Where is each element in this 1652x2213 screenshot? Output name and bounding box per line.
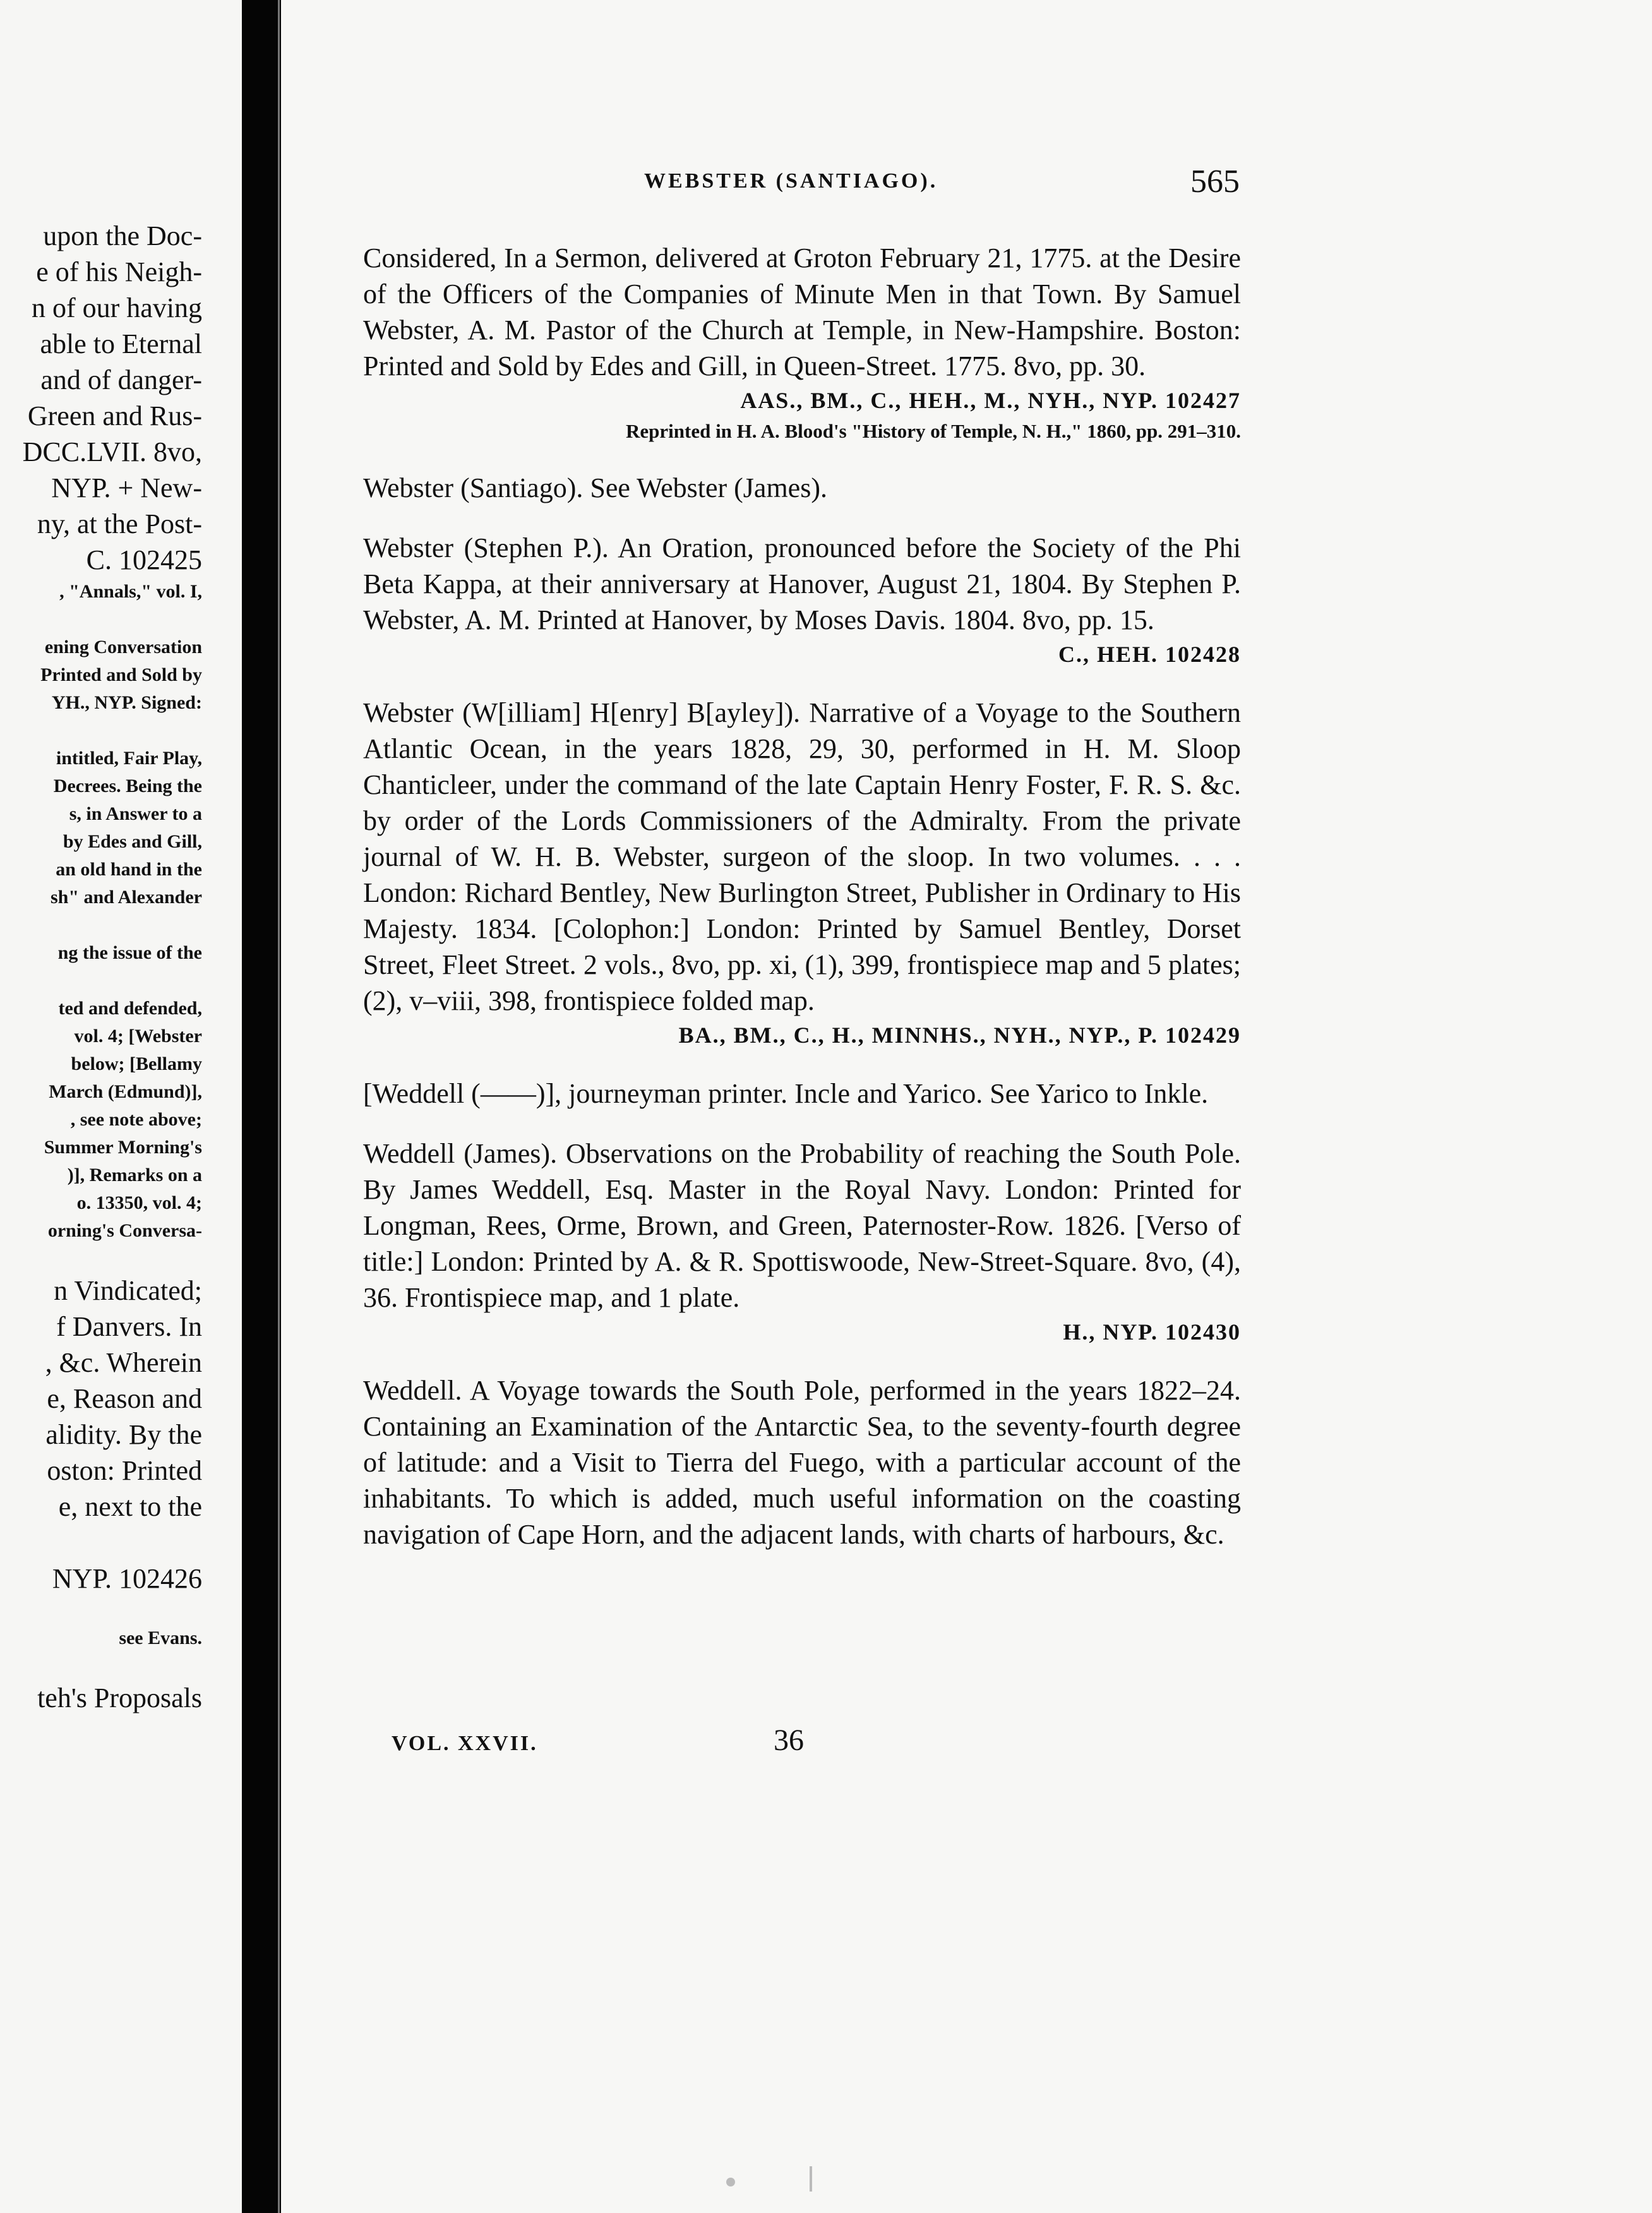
left-page-line — [0, 1652, 202, 1680]
left-page-line: upon the Doc- — [43, 220, 202, 251]
left-page-line: Printed and Sold by — [40, 664, 202, 685]
entry-webster-santiago — [363, 470, 1241, 506]
entry-citation: BA., BM., C., H., MINNHS., NYH., NYP., P. 102429 — [678, 1023, 1241, 1048]
scan-artifact — [726, 2178, 735, 2186]
entry-text: Webster (Santiago). See Webster (James). — [363, 472, 827, 503]
entry-weddell-voyage — [363, 1372, 1241, 1552]
entry-text: Webster (W[illiam] H[enry] B[ayley]). Narrative of a Voyage to the Southern Atlantic Ocean, in the years 1828, 29, 30, performed in H. M. Sloop Chanticleer, under the command of the late Captain Henry Foster, F. R. S. &c. by order of the Lords Commissioners of the Admiralty. From the private journal of W. H. B. Webster, surgeon of the sloop. In two volumes. . . . London: Richard Bentley, New Burlington Street, Publisher in Ordinary to His Majesty. 1834. [Colophon:] London: Printed by Samuel Bentley, Dorset Street, Fleet Street. 2 vols., 8vo, pp. xi, (1), 399, frontispiece map and 5 plates; (2), v–viii, 398, frontispiece folded map. — [363, 697, 1241, 1016]
left-page-line: e of his Neigh- — [36, 256, 202, 287]
page-edge — [278, 0, 280, 2213]
left-page-line: Summer Morning's — [44, 1137, 202, 1158]
left-page-line: Decrees. Being the — [53, 776, 202, 796]
left-page-line: sh" and Alexander — [50, 887, 202, 908]
left-page-line: ted and defended, — [58, 998, 202, 1019]
entry-note: Reprinted in H. A. Blood's "History of Temple, N. H.," 1860, pp. 291–310. — [626, 420, 1241, 442]
entry-102428 — [363, 530, 1241, 671]
left-page-line: ng the issue of the — [57, 942, 202, 963]
entry-102427 — [363, 240, 1241, 446]
entry-citation: H., NYP. 102430 — [1063, 1319, 1241, 1345]
entry-102430 — [363, 1136, 1241, 1348]
left-page-line: , "Annals," vol. I, — [59, 581, 202, 602]
left-page-line: see Evans. — [119, 1628, 202, 1648]
book-gutter — [242, 0, 281, 2213]
entry-citation: AAS., BM., C., HEH., M., NYH., NYP. 102427 — [740, 388, 1241, 413]
left-page-line: e, next to the — [58, 1491, 202, 1522]
left-page-line — [0, 967, 202, 995]
left-page-line: n of our having — [31, 292, 202, 323]
left-page-line: ny, at the Post- — [37, 508, 202, 539]
left-page-text — [0, 218, 202, 1716]
left-page-line — [0, 1525, 202, 1561]
left-page-line: f Danvers. In — [56, 1311, 202, 1342]
entry-citation: C., HEH. 102428 — [1058, 642, 1241, 667]
left-page-line: able to Eternal — [40, 328, 202, 359]
footer-volume: VOL. XXVII. — [392, 1732, 538, 1755]
entry-weddell-printer — [363, 1076, 1241, 1112]
entry-text: [Weddell (——)], journeyman printer. Incle and Yarico. See Yarico to Inkle. — [363, 1078, 1209, 1109]
left-page-fragment — [0, 0, 242, 2213]
running-head: WEBSTER (SANTIAGO). — [644, 169, 938, 193]
entry-text: Considered, In a Sermon, delivered at Groton February 21, 1775. at the Desire of the Officers of the Companies of Minute Men in that Town. By Samuel Webster, A. M. Pastor of the Church at Temple, in New-Hampshire. Boston: Printed and Sold by Edes and Gill, in Queen-Street. 1775. 8vo, pp. 30. — [363, 243, 1241, 381]
bibliography-entries — [363, 240, 1241, 1552]
left-page-line: DCC.LVII. 8vo, — [22, 436, 202, 467]
left-page-line: e, Reason and — [47, 1383, 202, 1414]
left-page-line: NYP. 102426 — [52, 1563, 202, 1594]
entry-text: Webster (Stephen P.). An Oration, pronounced before the Society of the Phi Beta Kappa, at their anniversary at Hanover, August 21, 1804. By Stephen P. Webster, A. M. Printed at Hanover, by Moses Davis. 1804. 8vo, pp. 15. — [363, 532, 1241, 635]
footer-signature: 36 — [774, 1724, 804, 1757]
entry-text: Weddell. A Voyage towards the South Pole, performed in the years 1822–24. Containing an Examination of the Antarctic Sea, to the seventy-fourth degree of latitude: and a Visit to Tierra del Fuego, with a particular account of the inhabitants. To which is added, much useful information on the coasting navigation of Cape Horn, and the adjacent lands, with charts of harbours, &c. — [363, 1375, 1241, 1550]
entry-text: Weddell (James). Observations on the Probability of reaching the South Pole. By James Weddell, Esq. Master in the Royal Navy. London: Printed for Longman, Rees, Orme, Brown, and Green, Paternoster-Row. 1826. [Verso of title:] London: Printed by A. & R. Spottiswoode, New-Street-Square. 8vo, (4), 36. Frontispiece map, and 1 plate. — [363, 1138, 1241, 1313]
left-page-line: )], Remarks on a — [67, 1165, 202, 1185]
left-page-line: n Vindicated; — [54, 1275, 202, 1306]
left-page-line — [0, 606, 202, 633]
left-page-line: vol. 4; [Webster — [74, 1026, 202, 1047]
scan-artifact — [810, 2166, 812, 2192]
left-page-line: oston: Printed — [47, 1455, 202, 1486]
left-page-line — [0, 717, 202, 745]
left-page-line: , see note above; — [70, 1109, 202, 1130]
left-page-line: s, in Answer to a — [69, 803, 202, 824]
left-page-line: alidity. By the — [45, 1419, 202, 1450]
left-page-line: by Edes and Gill, — [63, 831, 202, 852]
left-page-line: teh's Proposals — [37, 1682, 202, 1713]
left-page-line: o. 13350, vol. 4; — [76, 1192, 202, 1213]
left-page-line — [0, 1597, 202, 1624]
left-page-line: orning's Conversa- — [47, 1220, 202, 1241]
left-page-line — [0, 911, 202, 939]
left-page-line: Green and Rus- — [27, 400, 202, 431]
left-page-line: C. 102425 — [86, 544, 202, 575]
left-page-line: ening Conversation — [44, 637, 202, 657]
left-page-line: and of danger- — [40, 364, 202, 395]
left-page-line: NYP. + New- — [51, 472, 202, 503]
left-page-line: intitled, Fair Play, — [56, 748, 202, 769]
page-number: 565 — [1190, 164, 1240, 200]
left-page-line: March (Edmund)], — [49, 1081, 202, 1102]
entry-102429 — [363, 695, 1241, 1052]
left-page-line: YH., NYP. Signed: — [51, 692, 202, 713]
left-page-line: , &c. Wherein — [45, 1347, 202, 1378]
left-page-line: below; [Bellamy — [71, 1053, 202, 1074]
left-page-line: an old hand in the — [56, 859, 202, 880]
left-page-line — [0, 1245, 202, 1273]
